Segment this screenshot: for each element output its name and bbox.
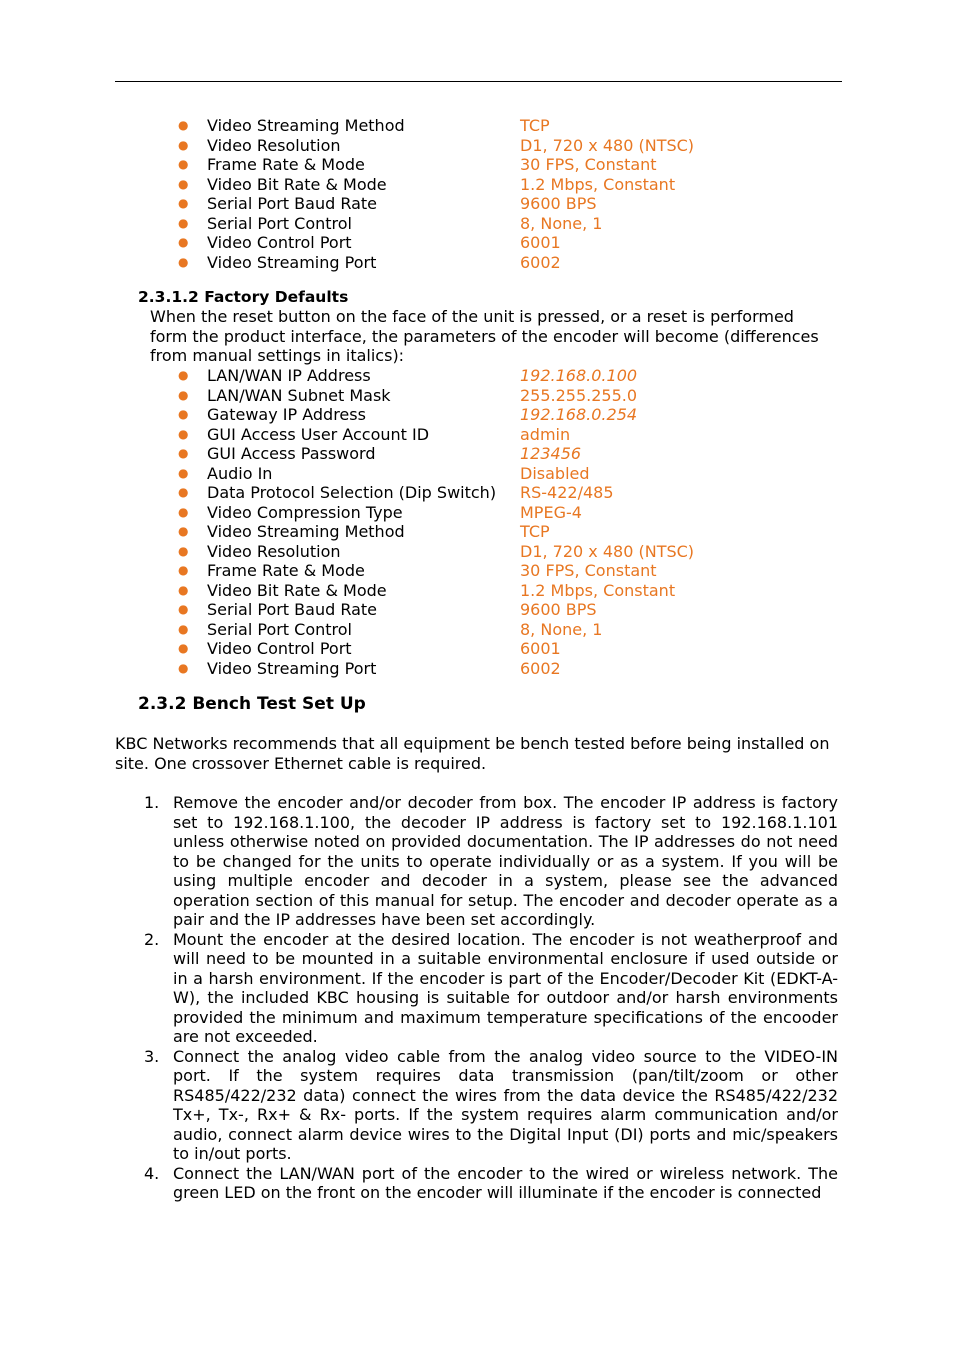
bullet-icon: ● — [178, 254, 189, 269]
step-number: 4. — [144, 1163, 160, 1183]
setting-label: Frame Rate & Mode — [207, 561, 365, 580]
setting-value: 6001 — [520, 639, 561, 658]
step-text: Connect the LAN/WAN port of the encoder to the wired or wireless network. The green LED on the front on the encoder will illuminate if the encoder is connected — [173, 1163, 838, 1202]
setting-label: LAN/WAN IP Address — [207, 366, 371, 385]
setting-value: 8, None, 1 — [520, 213, 603, 233]
bench-test-steps — [0, 793, 838, 1203]
setting-label: GUI Access Password — [207, 444, 376, 463]
setting-value: 192.168.0.254 — [520, 405, 638, 424]
setting-label: Data Protocol Selection (Dip Switch) — [207, 483, 497, 502]
step-text: Remove the encoder and/or decoder from box. The encoder IP address is factory set to 192.168.1.100, the decoder IP address is factory set to 192.168.1.101 unless otherwise noted on provided documentation. The IP addresses do not need to be changed for the units to operate individually or as a system. If you will be using multiple encoder and decoder in a system, please see the advanced operation section of this manual for setup. The encoder and decoder operate as a pair and the IP addresses have been set accordingly. — [173, 793, 838, 929]
setting-value: TCP — [520, 522, 550, 541]
setting-value: 6002 — [520, 658, 561, 678]
bullet-icon: ● — [178, 387, 189, 402]
step-text: Connect the analog video cable from the analog video source to the VIDEO-IN port. If the system requires data transmission (pan/tilt/zoom or other RS485/422/232 data) connect the wires from the data device the RS485/422/232 Tx+, Tx-, Rx+ & Rx- ports. If the system requires alarm communication and/or audio, connect alarm device wires to the Digital Input (DI) ports and mic/speakers to in/out ports. — [173, 1046, 838, 1163]
setting-label: Serial Port Control — [207, 619, 352, 639]
setting-label: GUI Access User Account ID — [207, 424, 430, 444]
setting-label: Audio In — [207, 463, 273, 483]
setting-label: Serial Port Baud Rate — [207, 600, 378, 619]
step-number: 2. — [144, 929, 160, 949]
setting-label: Video Streaming Port — [207, 252, 377, 272]
bullet-icon: ● — [178, 118, 189, 132]
setting-value: D1, 720 x 480 (NTSC) — [520, 135, 695, 155]
setting-label: Video Streaming Method — [207, 522, 405, 541]
setting-value: RS-422/485 — [520, 483, 614, 502]
header-rule — [115, 81, 842, 82]
step-number: 3. — [144, 1046, 160, 1066]
factory-intro-line: When the reset button on the face of the unit is pressed, or a reset is performed — [150, 307, 794, 326]
bullet-icon: ● — [178, 524, 189, 538]
bullet-icon: ● — [178, 235, 189, 249]
bullet-icon: ● — [178, 137, 189, 152]
setting-value: 9600 BPS — [520, 194, 597, 213]
bullet-icon: ● — [178, 602, 189, 616]
setting-label: Video Resolution — [207, 135, 341, 155]
bullet-icon: ● — [178, 368, 189, 382]
bullet-icon: ● — [178, 582, 189, 597]
setting-value: 123456 — [520, 444, 582, 463]
step-item — [0, 1164, 838, 1203]
bullet-icon: ● — [178, 465, 189, 480]
bullet-icon: ● — [178, 407, 189, 421]
step-item — [0, 1047, 838, 1164]
factory-intro-line: from manual settings in italics): — [150, 346, 405, 365]
bullet-icon: ● — [178, 641, 189, 655]
bullet-icon: ● — [178, 215, 189, 230]
bullet-icon: ● — [178, 485, 189, 499]
setting-value: 1.2 Mbps, Constant — [520, 174, 676, 194]
setting-label: Video Streaming Method — [207, 116, 405, 135]
bench-intro-line: KBC Networks recommends that all equipment be bench tested before being installed on — [115, 734, 830, 753]
setting-value: 30 FPS, Constant — [520, 561, 657, 580]
setting-label: Video Bit Rate & Mode — [207, 174, 387, 194]
setting-value: admin — [520, 424, 571, 444]
step-item — [0, 793, 838, 930]
bullet-icon: ● — [178, 176, 189, 191]
setting-label: Video Compression Type — [207, 502, 403, 522]
setting-value: MPEG-4 — [520, 502, 582, 522]
setting-value: 30 FPS, Constant — [520, 155, 657, 174]
setting-label: Serial Port Baud Rate — [207, 194, 378, 213]
bullet-icon: ● — [178, 157, 189, 171]
setting-value: D1, 720 x 480 (NTSC) — [520, 541, 695, 561]
setting-value: Disabled — [520, 463, 590, 483]
setting-value: 6002 — [520, 252, 561, 272]
bullet-icon: ● — [178, 196, 189, 210]
factory-defaults-heading: 2.3.1.2 Factory Defaults — [138, 288, 349, 306]
bench-test-heading: 2.3.2 Bench Test Set Up — [138, 694, 366, 714]
setting-label: Gateway IP Address — [207, 405, 366, 424]
step-number: 1. — [144, 793, 160, 812]
setting-label: Video Bit Rate & Mode — [207, 580, 387, 600]
bullet-icon: ● — [178, 426, 189, 441]
setting-value: 255.255.255.0 — [520, 385, 638, 405]
setting-label: Video Control Port — [207, 639, 352, 658]
setting-value: TCP — [520, 116, 550, 135]
setting-label: Video Control Port — [207, 233, 352, 252]
bullet-icon: ● — [178, 446, 189, 460]
bullet-icon: ● — [178, 660, 189, 675]
setting-value: 9600 BPS — [520, 600, 597, 619]
factory-intro-line: form the product interface, the parameters of the encoder will become (differences — [150, 327, 819, 346]
bullet-icon: ● — [178, 621, 189, 636]
setting-label: Frame Rate & Mode — [207, 155, 365, 174]
bench-intro-line: site. One crossover Ethernet cable is required. — [115, 754, 487, 773]
setting-label: Video Streaming Port — [207, 658, 377, 678]
bullet-icon: ● — [178, 504, 189, 519]
bullet-icon: ● — [178, 543, 189, 558]
setting-value: 1.2 Mbps, Constant — [520, 580, 676, 600]
setting-label: LAN/WAN Subnet Mask — [207, 385, 391, 405]
setting-value: 192.168.0.100 — [520, 366, 638, 385]
step-text: Mount the encoder at the desired location. The encoder is not weatherproof and will need to be mounted in a suitable environmental enclosure if used outside or in a harsh environment. If the encoder is part of the Encoder/Decoder Kit (EDKT-A-W), the included KBC housing is suitable for outdoor and/or harsh environments provided the minimum and maximum temperature specifications of the encooder are not exceeded. — [173, 929, 838, 1046]
setting-label: Video Resolution — [207, 541, 341, 561]
step-item — [0, 930, 838, 1047]
setting-value: 6001 — [520, 233, 561, 252]
bullet-icon: ● — [178, 563, 189, 577]
setting-value: 8, None, 1 — [520, 619, 603, 639]
setting-label: Serial Port Control — [207, 213, 352, 233]
